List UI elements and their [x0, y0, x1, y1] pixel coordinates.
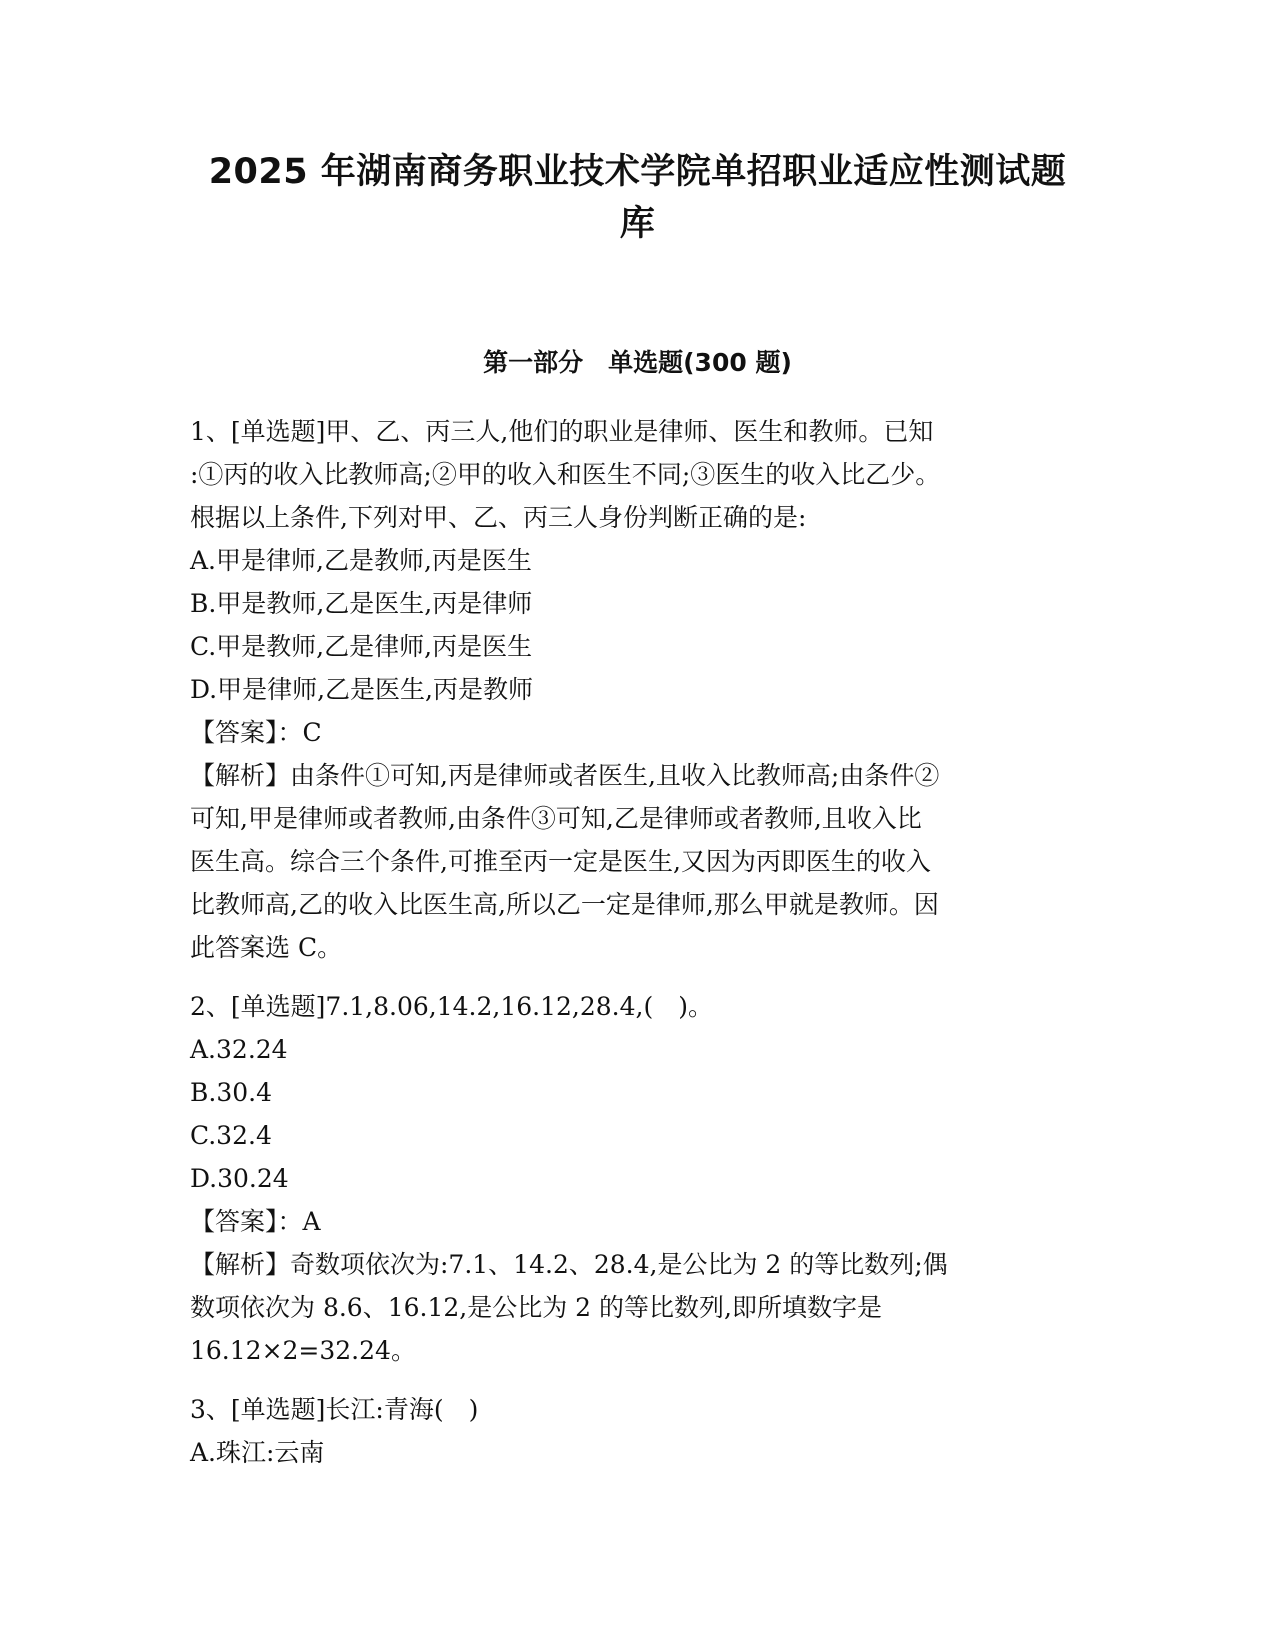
option-line: C.甲是教师,乙是律师,丙是医生 — [190, 632, 533, 661]
option-line: A.32.24 — [190, 1035, 288, 1064]
analysis-line: 可知,甲是律师或者教师,由条件③可知,乙是律师或者教师,且收入比 — [190, 804, 922, 833]
option-line: C.32.4 — [190, 1121, 272, 1150]
analysis-line: 此答案选 C。 — [190, 933, 343, 962]
answer-line: 【答案】：A — [190, 1207, 321, 1236]
answer-line: 【答案】：C — [190, 718, 322, 747]
analysis-line: 【解析】奇数项依次为:7.1、14.2、28.4,是公比为 2 的等比数列;偶 — [190, 1250, 948, 1279]
analysis-line: 比教师高,乙的收入比医生高,所以乙一定是律师,那么甲就是教师。因 — [190, 890, 939, 919]
title-line-1: 2025 年湖南商务职业技术学院单招职业适应性测试题 — [208, 152, 1067, 192]
option-line: B.甲是教师,乙是医生,丙是律师 — [190, 589, 533, 618]
question-stem-line: 2、[单选题]7.1,8.06,14.2,16.12,28.4,( )。 — [190, 992, 713, 1021]
question-stem-line: 1、[单选题]甲、乙、丙三人,他们的职业是律师、医生和教师。已知 — [190, 417, 934, 446]
option-line: A.甲是律师,乙是教师,丙是医生 — [190, 546, 532, 575]
question-list — [190, 410, 1080, 1490]
question-block — [190, 410, 1080, 969]
analysis-line: 16.12×2=32.24。 — [190, 1336, 416, 1365]
option-line: B.30.4 — [190, 1078, 272, 1107]
question-stem-line: 根据以上条件,下列对甲、乙、丙三人身份判断正确的是: — [190, 503, 807, 532]
option-line: A.珠江:云南 — [190, 1438, 325, 1467]
analysis-line: 【解析】由条件①可知,丙是律师或者医生,且收入比教师高;由条件② — [190, 761, 940, 790]
document-title — [180, 146, 1095, 250]
section-heading: 第一部分 单选题(300 题) — [483, 348, 792, 377]
title-line-2: 库 — [619, 204, 656, 244]
analysis-line: 医生高。综合三个条件,可推至丙一定是医生,又因为丙即医生的收入 — [190, 847, 931, 876]
option-line: D.30.24 — [190, 1164, 289, 1193]
option-line: D.甲是律师,乙是医生,丙是教师 — [190, 675, 533, 704]
question-stem-line: :①丙的收入比教师高;②甲的收入和医生不同;③医生的收入比乙少。 — [190, 460, 941, 489]
question-block — [190, 1388, 1080, 1474]
analysis-line: 数项依次为 8.6、16.12,是公比为 2 的等比数列,即所填数字是 — [190, 1293, 882, 1322]
question-stem-line: 3、[单选题]长江:青海( ) — [190, 1395, 479, 1424]
question-block — [190, 985, 1080, 1372]
